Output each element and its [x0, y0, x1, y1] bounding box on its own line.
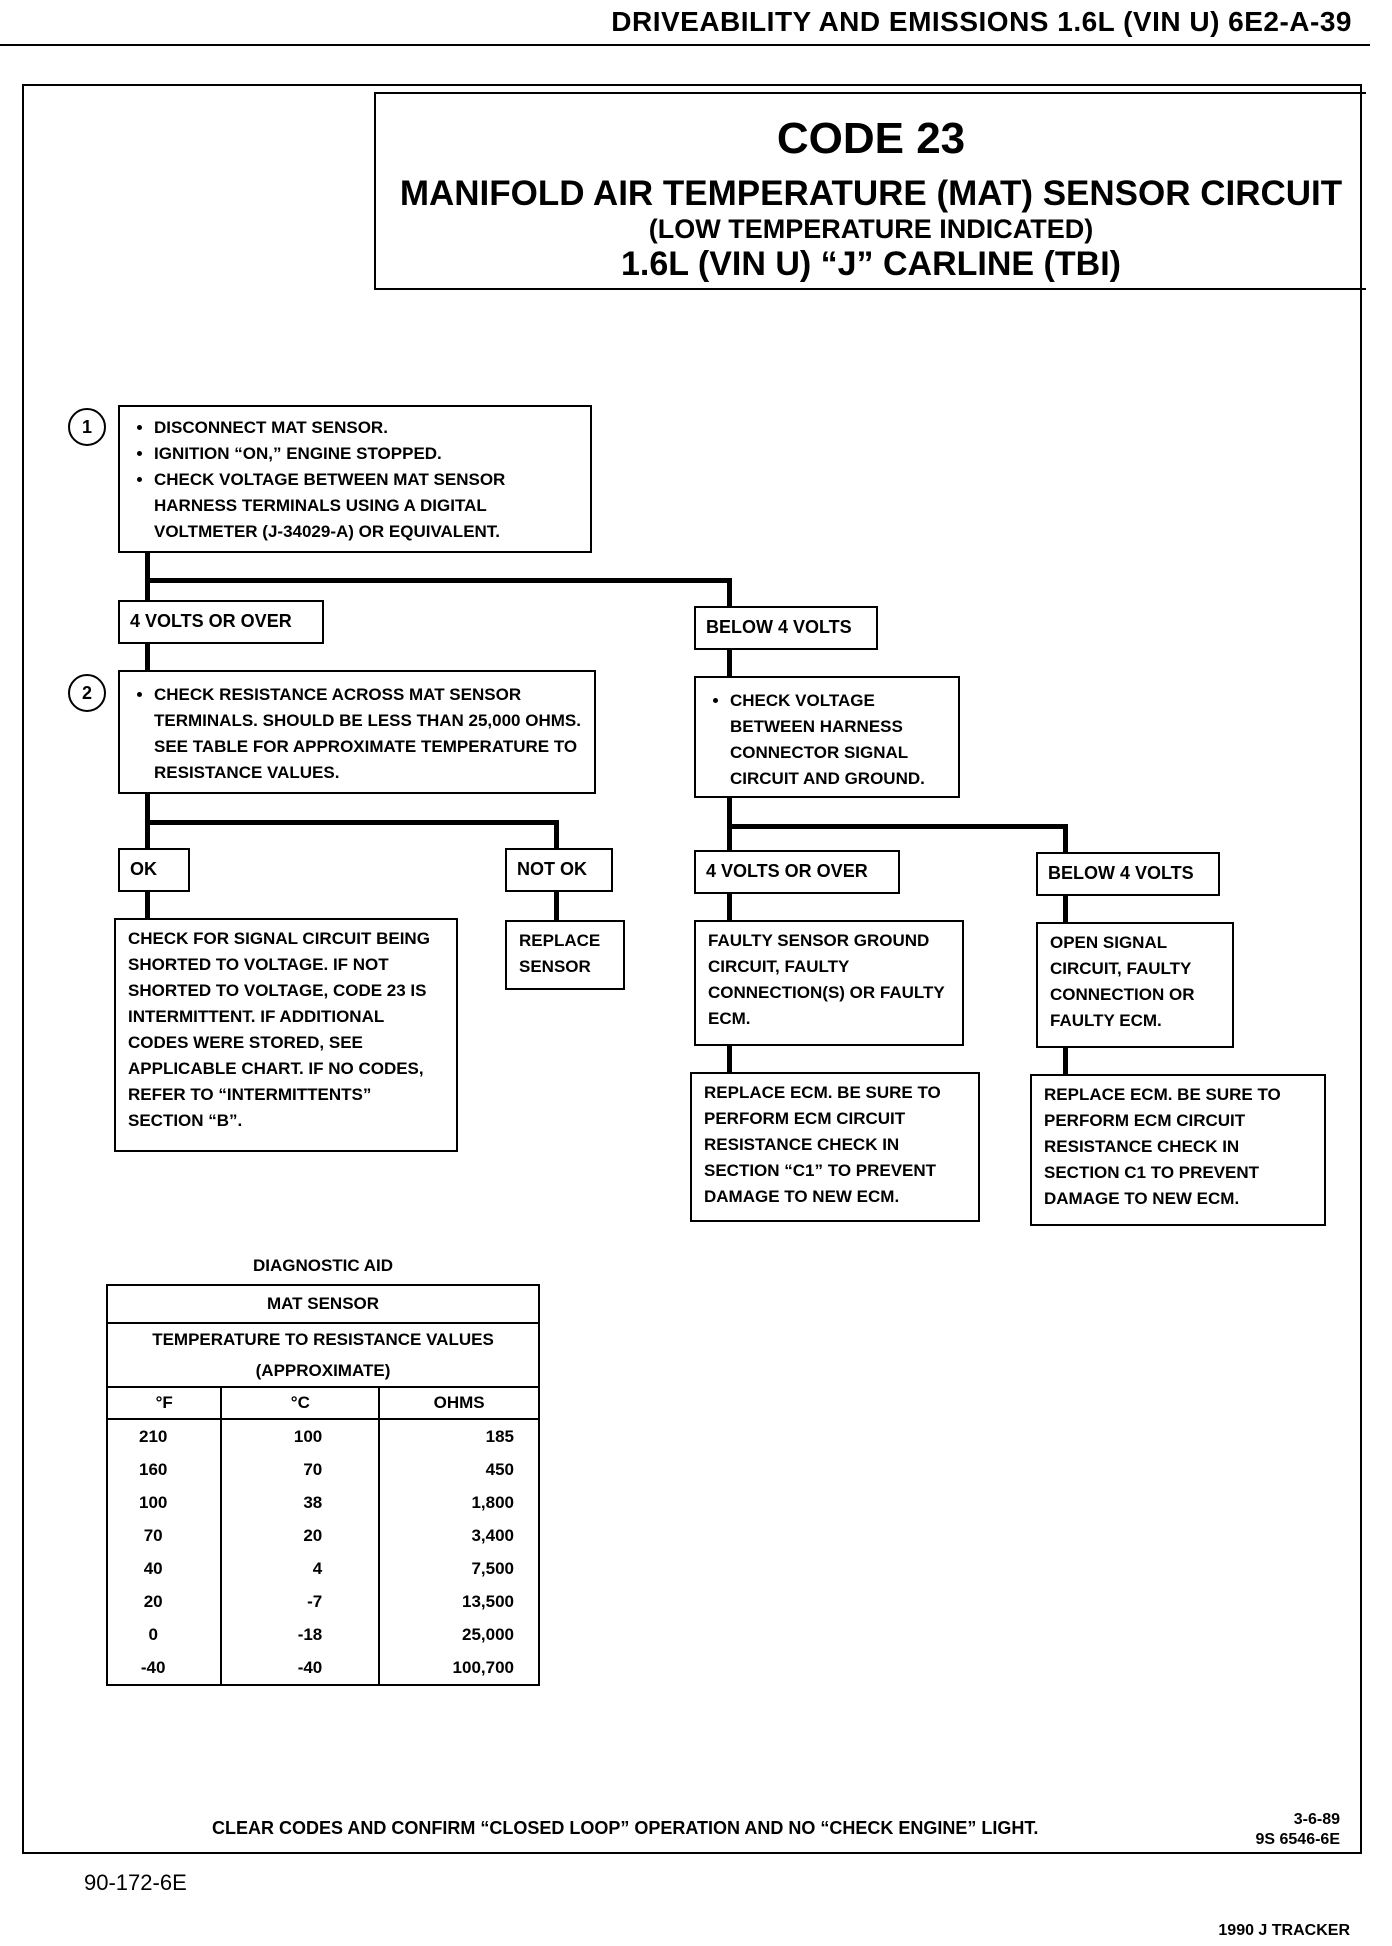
- step-1-item: • DISCONNECT MAT SENSOR.: [154, 415, 578, 441]
- cell: 1,800: [379, 1486, 539, 1519]
- cell: 160: [107, 1453, 221, 1486]
- faulty-ground-box: FAULTY SENSOR GROUND CIRCUIT, FAULTY CONNECTION(S) OR FAULTY ECM.: [694, 920, 964, 1046]
- replace-sensor-box: REPLACE SENSOR: [505, 920, 625, 990]
- connector-line: [727, 646, 732, 678]
- step-1-marker: 1: [68, 408, 106, 446]
- connector-line: [554, 892, 559, 920]
- connector-line: [554, 820, 559, 850]
- table-row: [107, 1453, 539, 1486]
- cell: 7,500: [379, 1552, 539, 1585]
- ok-result-box: CHECK FOR SIGNAL CIRCUIT BEING SHORTED TO VOLTAGE. IF NOT SHORTED TO VOLTAGE, CODE 23 IS INTERMITTENT. IF ADDITIONAL CODES WERE STORED, SEE APPLICABLE CHART. IF NO CODES, REFER TO “INTERMITTENTS” SECTION “B”.: [114, 918, 458, 1152]
- table-row: [107, 1419, 539, 1453]
- cell: -40: [221, 1651, 379, 1685]
- branch-4v-over-label: 4 VOLTS OR OVER: [118, 600, 324, 644]
- cell: -40: [107, 1651, 221, 1685]
- cell: 210: [107, 1419, 221, 1453]
- table-row: [107, 1618, 539, 1651]
- cell: 0: [107, 1618, 221, 1651]
- step-1-item: • IGNITION “ON,” ENGINE STOPPED.: [154, 441, 578, 467]
- column-header-celsius: °C: [221, 1387, 379, 1419]
- cell: 70: [107, 1519, 221, 1552]
- diagnostic-aid-title: DIAGNOSTIC AID: [252, 1256, 394, 1275]
- column-header-ohms: OHMS: [379, 1387, 539, 1419]
- cell: 13,500: [379, 1585, 539, 1618]
- replace-ecm-box-a: REPLACE ECM. BE SURE TO PERFORM ECM CIRCUIT RESISTANCE CHECK IN SECTION “C1” TO PREVENT DAMAGE TO NEW ECM.: [690, 1072, 980, 1222]
- branch-below-4v-label: BELOW 4 VOLTS: [694, 606, 878, 650]
- replace-ecm-box-b: REPLACE ECM. BE SURE TO PERFORM ECM CIRCUIT RESISTANCE CHECK IN SECTION C1 TO PREVENT DAMAGE TO NEW ECM.: [1030, 1074, 1326, 1226]
- cell: 20: [107, 1585, 221, 1618]
- revision-corner: [1255, 1810, 1340, 1850]
- cell: 38: [221, 1486, 379, 1519]
- check-signal-voltage-box: [694, 676, 960, 798]
- running-head: DRIVEABILITY AND EMISSIONS 1.6L (VIN U) 6E2-A-39: [611, 6, 1352, 37]
- step-2-marker: 2: [68, 674, 106, 712]
- not-ok-label: NOT OK: [505, 848, 613, 892]
- circuit-title: MANIFOLD AIR TEMPERATURE (MAT) SENSOR CIRCUIT: [399, 174, 1343, 213]
- table-title: MAT SENSOR: [107, 1285, 539, 1323]
- table-row: [107, 1486, 539, 1519]
- cell: 40: [107, 1552, 221, 1585]
- column-header-fahrenheit: °F: [107, 1387, 221, 1419]
- cell: -7: [221, 1585, 379, 1618]
- table-subtitle: (APPROXIMATE): [107, 1356, 539, 1387]
- connector-line: [145, 892, 150, 920]
- right-4v-over-label: 4 VOLTS OR OVER: [694, 850, 900, 894]
- page-footer: 1990 J TRACKER: [1218, 1922, 1350, 1939]
- connector-line: [1063, 1046, 1068, 1076]
- step-2-box: [118, 670, 596, 794]
- cell: 100: [107, 1486, 221, 1519]
- connector-line: [145, 550, 150, 602]
- condition-subtitle: (LOW TEMPERATURE INDICATED): [648, 214, 1094, 244]
- ok-label: OK: [118, 848, 190, 892]
- connector-line: [727, 1044, 732, 1074]
- cell: 100: [221, 1419, 379, 1453]
- connector-line: [1063, 824, 1068, 854]
- cell: -18: [221, 1618, 379, 1651]
- mat-sensor-table: [106, 1284, 540, 1686]
- cell: 20: [221, 1519, 379, 1552]
- table-row: [107, 1651, 539, 1685]
- table-row: [107, 1585, 539, 1618]
- check-signal-voltage-item: • CHECK VOLTAGE BETWEEN HARNESS CONNECTOR SIGNAL CIRCUIT AND GROUND.: [730, 688, 946, 792]
- step-2-item: • CHECK RESISTANCE ACROSS MAT SENSOR TERMINALS. SHOULD BE LESS THAN 25,000 OHMS. SEE TABLE FOR APPROXIMATE TEMPERATURE TO RESISTANCE VALUES.: [154, 682, 582, 786]
- open-signal-box: OPEN SIGNAL CIRCUIT, FAULTY CONNECTION OR FAULTY ECM.: [1036, 922, 1234, 1048]
- code-title: CODE 23: [776, 114, 966, 163]
- revision-ref: 9S 6546-6E: [1255, 1831, 1340, 1848]
- connector-line: [145, 578, 732, 583]
- right-below-4v-label: BELOW 4 VOLTS: [1036, 852, 1220, 896]
- cell: 25,000: [379, 1618, 539, 1651]
- cell: 3,400: [379, 1519, 539, 1552]
- header-rule: [0, 44, 1370, 46]
- connector-line: [1063, 894, 1068, 922]
- footer-instruction: CLEAR CODES AND CONFIRM “CLOSED LOOP” OPERATION AND NO “CHECK ENGINE” LIGHT.: [212, 1818, 1039, 1838]
- table-row: [107, 1552, 539, 1585]
- title-box: [374, 92, 1366, 290]
- carline-subtitle: 1.6L (VIN U) “J” CARLINE (TBI): [621, 245, 1121, 283]
- table-row: [107, 1519, 539, 1552]
- connector-line: [727, 824, 1068, 829]
- connector-line: [145, 642, 150, 672]
- cell: 450: [379, 1453, 539, 1486]
- connector-line: [145, 820, 559, 825]
- cell: 185: [379, 1419, 539, 1453]
- step-1-box: [118, 405, 592, 553]
- revision-date: 3-6-89: [1293, 1811, 1340, 1828]
- figure-number: 90-172-6E: [84, 1870, 187, 1895]
- table-subtitle: TEMPERATURE TO RESISTANCE VALUES: [107, 1323, 539, 1356]
- step-1-item: • CHECK VOLTAGE BETWEEN MAT SENSOR HARNESS TERMINALS USING A DIGITAL VOLTMETER (J-34029-A) OR EQUIVALENT.: [154, 467, 578, 545]
- cell: 70: [221, 1453, 379, 1486]
- connector-line: [727, 892, 732, 920]
- cell: 100,700: [379, 1651, 539, 1685]
- cell: 4: [221, 1552, 379, 1585]
